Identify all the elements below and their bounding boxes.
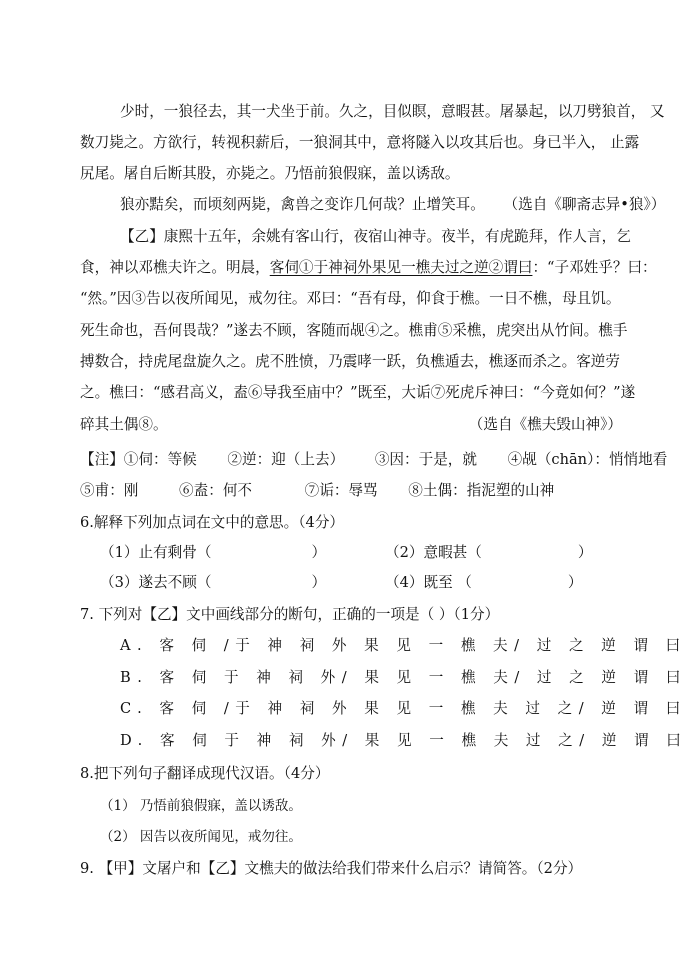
q6-item-label: （1）止有剩骨（: [100, 544, 212, 561]
q6-item-label: （4）既至 （: [385, 574, 472, 591]
yi-line-pre: 食，神以邓樵夫许之。明晨，: [80, 259, 270, 276]
q6-item-label: （3）遂去不顾（: [100, 574, 212, 591]
yi-paragraph-line: “然。”因③告以夜所闻见，戒勿往。邓曰：“吾有母，仰食于樵。一日不樵，母且饥。: [80, 290, 621, 307]
q8-item-2: （2） 因告以夜所闻见，戒勿往。: [100, 829, 302, 845]
yi-paragraph-line: 碎其土偶⑧。: [80, 416, 168, 433]
note-item: ⑤甫：刚: [80, 482, 139, 499]
q6-item-label: （2）意暇甚（: [385, 544, 482, 561]
q7-option-b[interactable]: B. 客 伺 于 神 祠 外/ 果 见 一 樵 夫/ 过 之 逆 谓 曰: [120, 669, 687, 686]
yi-line-post: ：“子邓姓乎？曰：: [532, 259, 657, 276]
yi-paragraph-line: 死生命也，吾何畏哉？”遂去不顾，客随而觇④之。樵甫⑤采樵，虎突出从竹间。樵手: [80, 322, 628, 339]
jia-paragraph-line: 少时，一狼径去，其一犬坐于前。久之，目似瞑，意暇甚。屠暴起，以刀劈狼首， 又: [120, 103, 665, 120]
question-6-title: 6.解释下列加点词在文中的意思。（4分）: [80, 514, 345, 531]
question-8-title: 8.把下列句子翻译成现代汉语。（4分）: [80, 765, 330, 782]
notes-row: [80, 479, 554, 500]
jia-source: （选自《聊斋志异•狼》）: [503, 196, 666, 213]
note-item: 【注】①伺：等候: [80, 451, 197, 468]
jia-paragraph-line: 数刀毙之。方欲行，转视积薪后，一狼洞其中，意将隧入以攻其后也。身已半入， 止露: [80, 134, 640, 151]
q6-item-3: [100, 571, 326, 592]
note-item: ④觇（chān）：悄悄地看: [507, 451, 668, 468]
q6-item-4: [385, 571, 583, 592]
jia-conclusion-text: 狼亦黠矣，而顷刻两毙，禽兽之变诈几何哉？止增笑耳。: [120, 196, 485, 213]
yi-paragraph-line: 之。樵曰：“感君高义，盍⑥导我至庙中？”既至，大诟⑦死虎斥神曰：“今竟如何？”遂: [80, 384, 636, 401]
q6-item-1: [100, 541, 326, 562]
q6-item-2: [385, 541, 592, 562]
yi-paragraph-line: [80, 258, 657, 278]
underlined-sentence: 客伺①于神祠外果见一樵夫过之逆②谓曰: [269, 259, 533, 276]
note-item: ②逆：迎（上去）: [227, 451, 345, 468]
note-item: ⑥盍：何不: [179, 482, 253, 499]
q6-item-close: ）: [567, 574, 583, 591]
q6-item-close: ）: [577, 544, 593, 561]
note-item: ⑦诟：辱骂: [304, 482, 378, 499]
jia-paragraph-line: 尻尾。屠自后断其股，亦毙之。乃悟前狼假寐，盖以诱敌。: [80, 165, 460, 182]
q6-item-close: ）: [311, 544, 327, 561]
question-7-title: 7. 下列对【乙】文中画线部分的断句，正确的一项是（ ）（1分）: [80, 606, 500, 623]
question-9-title: 9. 【甲】文屠户和【乙】文樵夫的做法给我们带来什么启示？请简答。（2分）: [80, 860, 583, 877]
note-item: ③因：于是，就: [374, 451, 477, 468]
q8-item-1: （1） 乃悟前狼假寐，盖以诱敌。: [100, 798, 302, 814]
q7-option-a[interactable]: A. 客 伺 /于 神 祠 外 果 见 一 樵 夫/ 过 之 逆 谓 曰: [120, 637, 687, 654]
note-item: ⑧土偶：指泥塑的山神: [408, 482, 555, 499]
yi-paragraph-line: 搏数合，持虎尾盘旋久之。虎不胜愤，乃震哮一跃，负樵遁去，樵逐而杀之。客逆劳: [80, 353, 620, 370]
notes-row: [80, 448, 667, 469]
yi-source: （选自《樵夫毁山神》）: [468, 416, 622, 433]
jia-conclusion-line: [120, 195, 665, 215]
q6-item-close: ）: [311, 574, 327, 591]
yi-paragraph-line: 【乙】康熙十五年，余姚有客山行，夜宿山神寺。夜半，有虎跪拜，作人言，乞: [120, 228, 631, 245]
q7-option-d[interactable]: D. 客 伺 于 神 祠 外/ 果 见 一 樵 夫 过 之/ 逆 谓 曰: [120, 732, 688, 749]
q7-option-c[interactable]: C. 客 伺 /于 神 祠 外 果 见 一 樵 夫 过 之/ 逆 谓 曰: [120, 700, 687, 717]
